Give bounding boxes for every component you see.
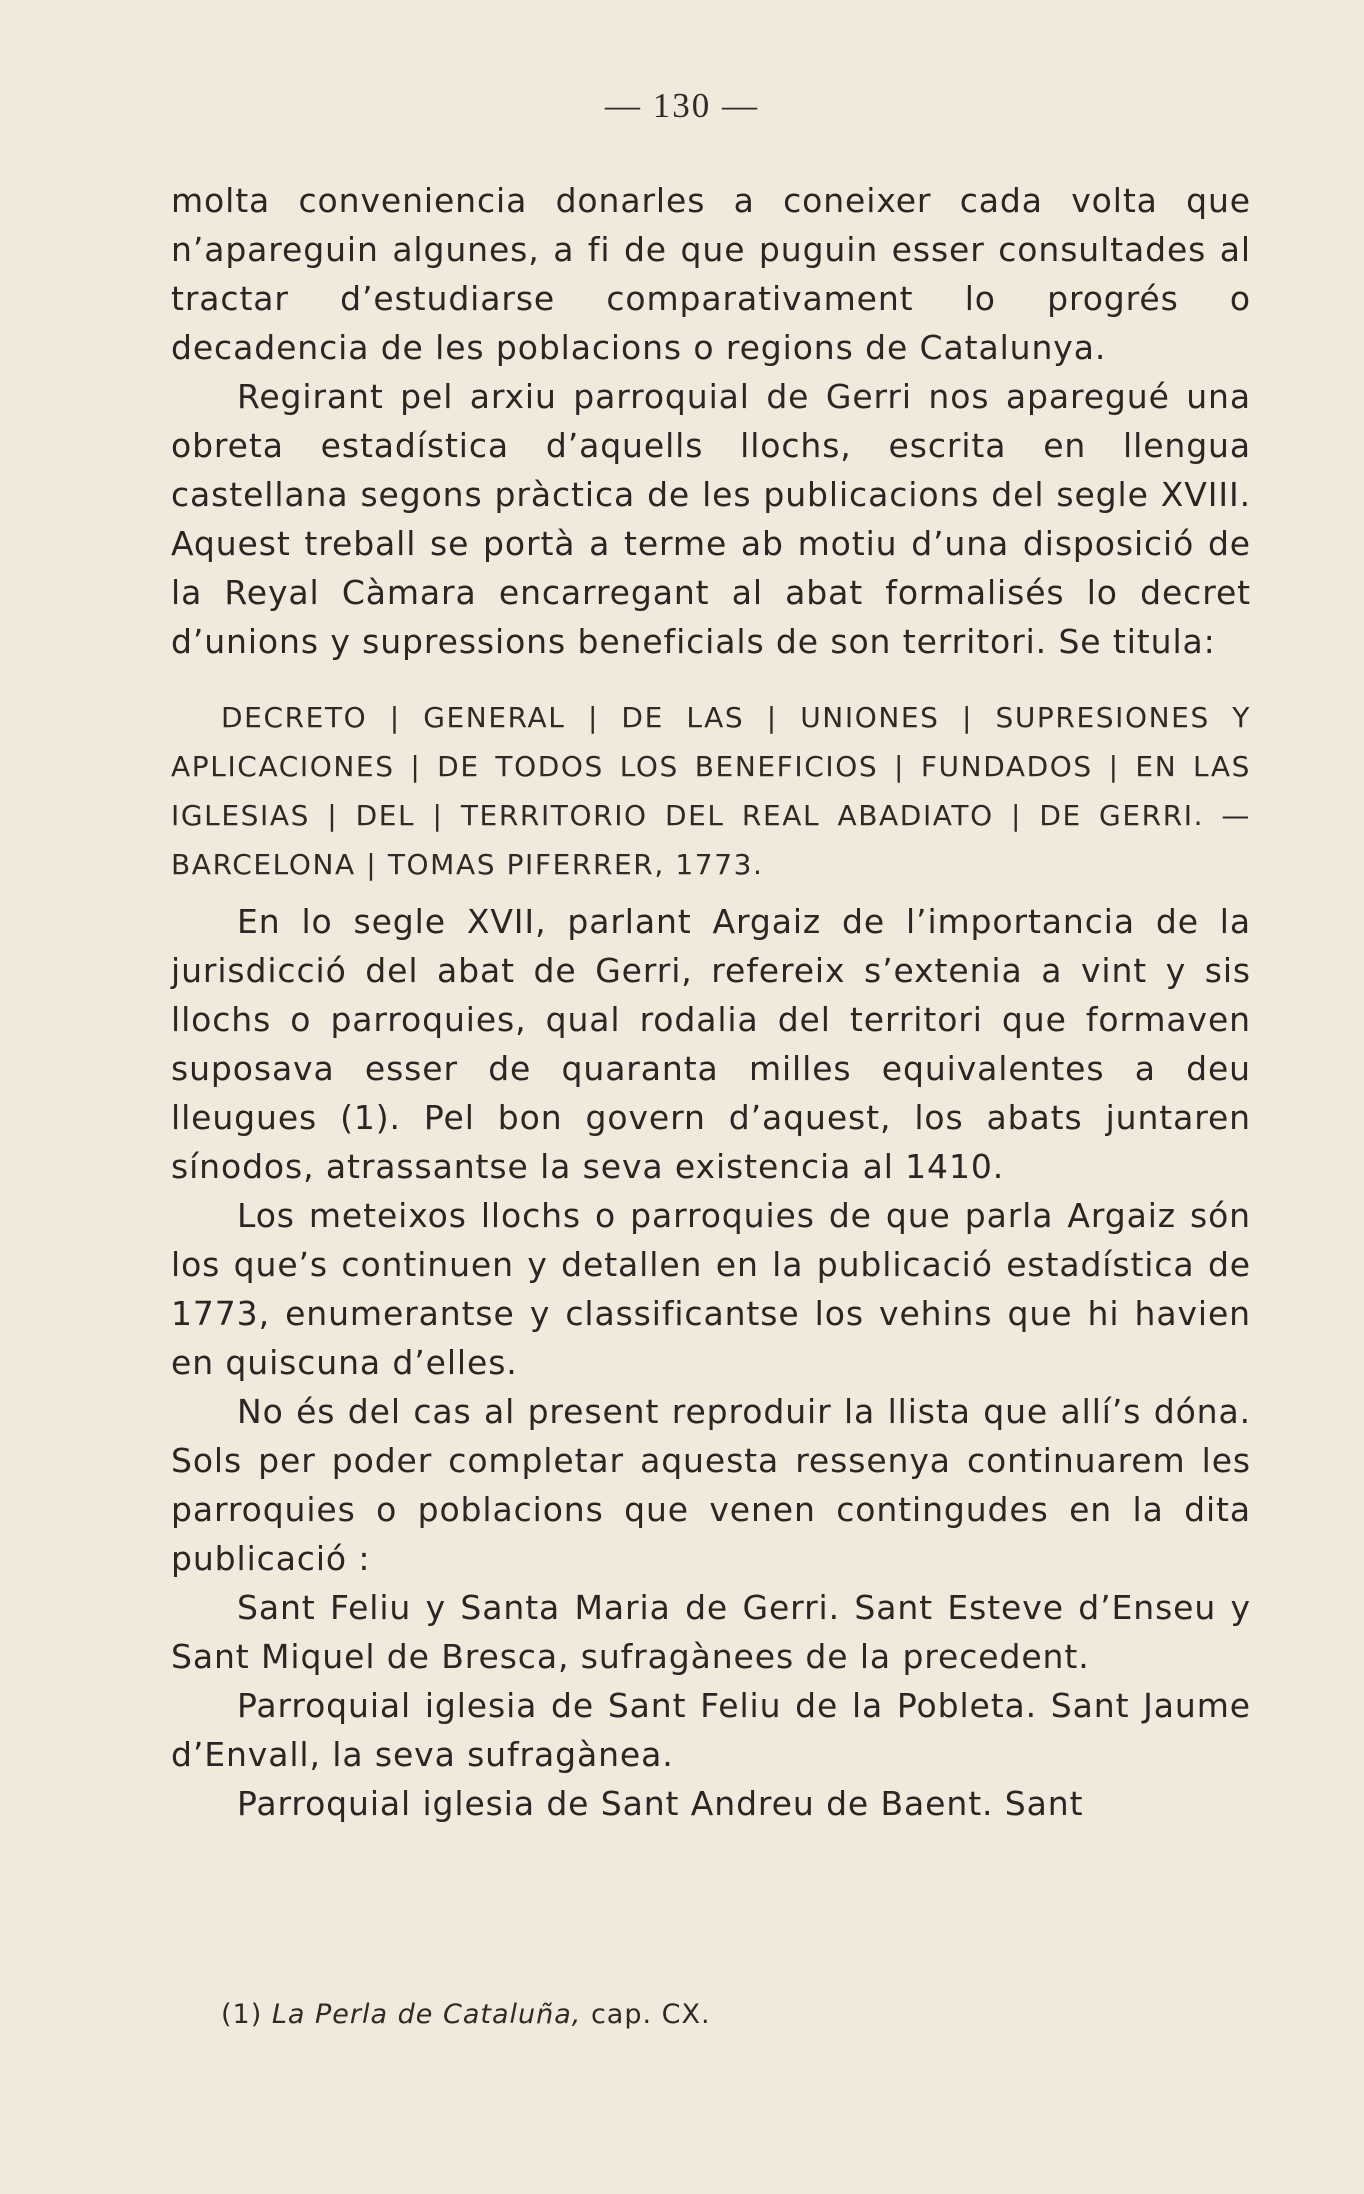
footnote-marker: (1) xyxy=(221,1999,263,2030)
footnote-work-title: La Perla de Cataluña, xyxy=(271,1999,582,2030)
page-number: — 130 — xyxy=(605,86,759,125)
paragraph-2: Regirant pel arxiu parroquial de Gerri nos aparegué una obreta estadística d’aquells llochs, escrita en llengua castellana segons pràctica de les publicacions del segle XVIII. Aquest treball se portà a terme ab motiu d’una disposició de la Reyal Càmara encarregant al abat formalisés lo decret d’unions y supressions beneficials de son territori. Se titula: xyxy=(171,377,1251,661)
paragraph-3: En lo segle XVII, parlant Argaiz de l’importancia de la jurisdicció del abat de Gerri, refereix s’extenia a vint y sis llochs o parroquies, qual rodalia del territori que formaven suposava esser de quaranta milles equivalentes a deu lleugues (1). Pel bon govern d’aquest, los abats juntaren sínodos, atrassantse la seva existencia al 1410. xyxy=(171,902,1251,1186)
paragraph-5: No és del cas al present reproduir la llista que allí’s dóna. Sols per poder completar aquesta ressenya continuarem les parroquies o poblacions que venen contingudes en la dita publicació : xyxy=(171,1392,1251,1578)
footnote-reference: cap. CX. xyxy=(590,1999,711,2030)
footnote xyxy=(221,1999,711,2030)
paragraph-7: Parroquial iglesia de Sant Feliu de la Pobleta. Sant Jaume d’Envall, la seva sufragànea. xyxy=(171,1686,1251,1774)
paragraph-8: Parroquial iglesia de Sant Andreu de Baent. Sant xyxy=(237,1784,1084,1823)
decree-title: DECRETO | GENERAL | DE LAS | UNIONES | SUPRESIONES Y APLICACIONES | DE TODOS LOS BENEFICIOS | FUNDADOS | EN LAS IGLESIAS | DEL | TERRITORIO DEL REAL ABADIATO | DE GERRI. — BARCELONA | TOMAS PIFERRER, 1773. xyxy=(171,701,1251,881)
paragraph-6: Sant Feliu y Santa Maria de Gerri. Sant Esteve d’Enseu y Sant Miquel de Bresca, sufragànees de la precedent. xyxy=(171,1588,1251,1676)
paragraph-1: molta conveniencia donarles a coneixer cada volta que n’apareguin algunes, a fi de que puguin esser consultades al tractar d’estudiarse comparativament lo progrés o decadencia de les poblacions o regions de Catalunya. xyxy=(171,181,1251,367)
paragraph-4: Los meteixos llochs o parroquies de que parla Argaiz són los que’s continuen y detallen en la publicació estadística de 1773, enumerantse y classificantse los vehins que hi havien en quiscuna d’elles. xyxy=(171,1196,1251,1382)
body-text xyxy=(171,176,1251,1828)
